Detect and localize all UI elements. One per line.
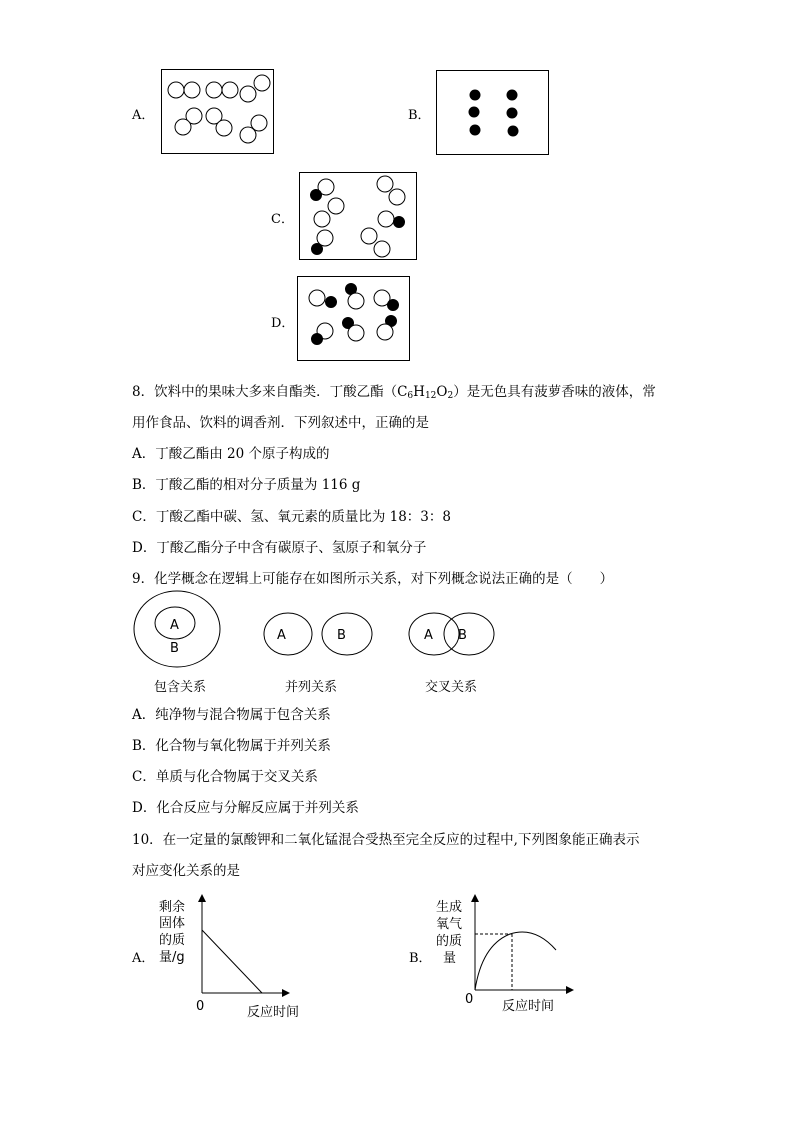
graph-b-origin: 0 [465,992,474,1007]
caption-cross: 交叉关系 [425,680,478,695]
graph-a-ylabel-3: 的质 [159,933,186,948]
q7-option-d-particles [298,277,411,362]
contain-label-b: B [170,641,179,656]
graph-b-xlabel: 反应时间 [502,999,555,1014]
q7-option-c-box [299,172,417,260]
q10-option-a-label: A． [132,951,155,966]
caption-contain: 包含关系 [154,680,207,695]
q9-option-b: B．化合物与氧化物属于并列关系 [132,738,331,754]
graph-a-xlabel: 反应时间 [247,1005,300,1020]
q8-option-a: A．丁酸乙酯由 20 个原子构成的 [132,446,330,462]
q7-option-a-label: A． [132,108,155,123]
q8-option-b: B．丁酸乙酯的相对分子质量为 116 g [132,477,361,493]
graph-a-ylabel-4: 量/g [159,950,185,965]
q10-graph-a [150,890,320,1025]
q7-option-d-box [297,276,410,361]
graph-b-ylabel-4: 量 [443,951,457,966]
q7-option-a-particles [162,70,275,155]
q7-option-d-label: D． [271,316,295,331]
cross-circle-b [444,613,494,655]
q10-graph-b [430,890,580,1025]
q9-option-c: C．单质与化合物属于交叉关系 [132,769,318,785]
parallel-circle-a [264,613,312,655]
q9-stem: 9．化学概念在逻辑上可能存在如图所示关系，对下列概念说法正确的是（ ） [132,571,614,587]
q10-option-b-label: B． [409,951,432,966]
q10-stem-line-1: 10．在一定量的氯酸钾和二氧化锰混合受热至完全反应的过程中,下列图象能正确表示 [132,832,640,848]
q7-option-a-box [161,69,274,154]
q9-option-d: D．化合反应与分解反应属于并列关系 [132,800,359,816]
q7-option-b-particles [437,71,550,156]
q10-stem-line-2: 对应变化关系的是 [132,863,240,879]
q8-option-d: D．丁酸乙酯分子中含有碳原子、氢原子和氧分子 [132,540,427,556]
q8-stem-line-1: 8．饮料中的果味大多来自酯类．丁酸乙酯$(C_6H_{12}O_2)$是无色具有菠萝香味的液体，常 [132,384,656,401]
graph-b-ylabel-1: 生成 [436,900,463,915]
q7-option-b-label: B． [408,108,431,123]
q7-option-b-box [436,70,549,155]
graph-b-ylabel-3: 的质 [436,934,463,949]
parallel-label-a: A [277,628,286,643]
q8-option-c: C．丁酸乙酯中碳、氢、氧元素的质量比为 18：3：8 [132,509,451,525]
q8-stem-line-2: 用作食品、饮料的调香剂．下列叙述中，正确的是 [132,415,429,431]
caption-parallel: 并列关系 [285,680,338,695]
graph-a-origin: 0 [196,999,205,1014]
q9-option-a: A．纯净物与混合物属于包含关系 [132,707,331,723]
q7-option-c-particles [300,173,418,261]
parallel-circle-b [322,613,372,655]
cross-label-b: B [458,628,467,643]
graph-b-ylabel-2: 氧气 [436,917,463,932]
contain-label-a: A [170,618,179,633]
cross-label-a: A [424,628,433,643]
graph-a-ylabel-1: 剩余 [159,900,186,915]
graph-b-curve [475,932,556,990]
graph-a-ylabel-2: 固体 [159,916,186,931]
q9-concept-diagram [0,585,794,705]
graph-a-line [202,930,262,993]
q7-option-c-label: C． [271,212,294,227]
parallel-label-b: B [337,628,346,643]
